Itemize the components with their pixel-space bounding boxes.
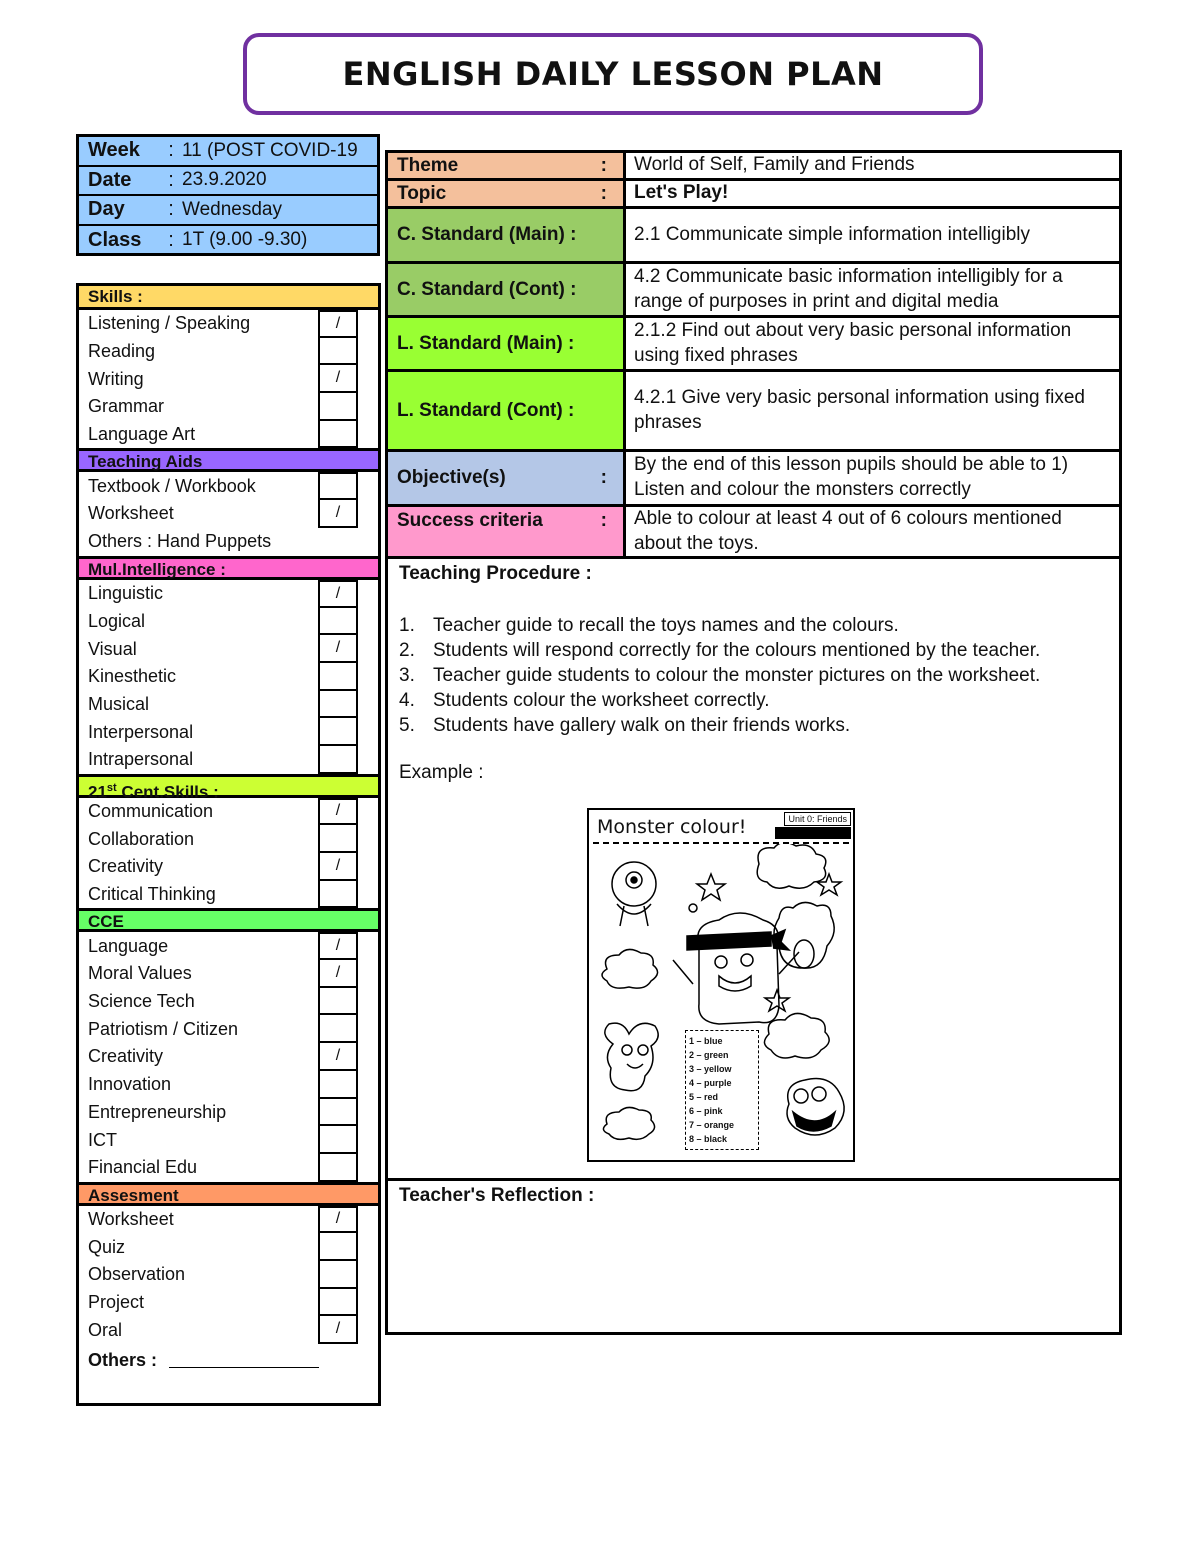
- checklist-item-label: Musical: [88, 693, 150, 714]
- checklist-item: [79, 472, 378, 500]
- procedure-step: 4. Students colour the worksheet correctly.: [399, 690, 770, 711]
- checkbox[interactable]: /: [318, 853, 358, 881]
- checkbox[interactable]: [318, 1154, 358, 1182]
- checklist-item-label: Grammar: [88, 396, 164, 417]
- checklist-item: [79, 932, 378, 960]
- checklist-item: [79, 608, 378, 636]
- checklist-item-label: ICT: [88, 1129, 117, 1150]
- checkbox[interactable]: [318, 1099, 358, 1127]
- checklist-item: [79, 718, 378, 746]
- colour-key: 1 – blue 2 – green 3 – yellow 4 – purple 5 – red 6 – pink 7 – orange 8 – black: [685, 1030, 759, 1150]
- checkbox[interactable]: [318, 1233, 358, 1261]
- checkbox[interactable]: [318, 421, 358, 449]
- star-icon: [817, 874, 841, 895]
- checklist-item-label: Writing: [88, 368, 144, 389]
- cs-cont-label: C. Standard (Cont) :: [388, 264, 626, 315]
- ls-main-row: [388, 318, 1119, 372]
- cs-main-row: [388, 209, 1119, 264]
- checklist-item: [79, 1233, 378, 1261]
- checklist-item: [79, 853, 378, 881]
- success-label: Success criteria: [397, 510, 543, 531]
- lesson-info-box: [76, 134, 380, 256]
- success-row: Success criteria : Able to colour at least 4 out of 6 colours mentioned about the toys.: [388, 507, 1119, 559]
- checkbox[interactable]: [318, 691, 358, 719]
- checklist-item-label: Worksheet: [88, 1208, 174, 1229]
- example-label: Example :: [399, 762, 484, 783]
- checklist-item-label: Intrapersonal: [88, 749, 194, 770]
- checklist-item-label: Observation: [88, 1264, 186, 1285]
- procedure-steps: [399, 613, 1108, 738]
- teaching-aids-heading: Teaching Aids: [79, 448, 378, 472]
- checklist-item: [79, 1071, 378, 1099]
- checklist-item: [79, 881, 378, 909]
- checklist-item: [79, 988, 378, 1016]
- checklist-item: [79, 1099, 378, 1127]
- assessment-list: [79, 1206, 378, 1344]
- date-value: 23.9.2020: [182, 169, 267, 191]
- title-banner: [243, 33, 983, 115]
- checkbox[interactable]: [318, 718, 358, 746]
- checklist-item: [79, 338, 378, 366]
- monster-icon: [605, 1023, 658, 1091]
- checklist-item: [79, 500, 378, 528]
- success-value: Able to colour at least 4 out of 6 colours mentioned about the toys.: [634, 507, 1062, 554]
- checkbox[interactable]: /: [318, 932, 358, 960]
- checklist-item: [79, 635, 378, 663]
- reflection-heading: Teacher's Reflection :: [399, 1185, 595, 1206]
- checkbox[interactable]: [318, 1015, 358, 1043]
- checklist-item: [79, 365, 378, 393]
- checkbox[interactable]: /: [318, 1316, 358, 1344]
- checklist-item: [79, 825, 378, 853]
- assessment-others-label: Others :: [88, 1349, 158, 1370]
- checkbox[interactable]: [318, 663, 358, 691]
- checklist-panel: [76, 283, 381, 1406]
- checkbox[interactable]: /: [318, 1206, 358, 1234]
- checkbox[interactable]: [318, 608, 358, 636]
- checkbox[interactable]: /: [318, 310, 358, 338]
- skills-list: [79, 310, 378, 448]
- procedure-step: 2. Students will respond correctly for the colours mentioned by the teacher.: [399, 640, 1041, 661]
- checkbox[interactable]: [318, 472, 358, 500]
- assessment-heading: Assesment: [79, 1182, 378, 1206]
- week-label: Week: [88, 139, 140, 162]
- checkbox[interactable]: [318, 1126, 358, 1154]
- class-value: 1T (9.00 -9.30): [182, 229, 308, 251]
- checklist-item-label: Listening / Speaking: [88, 313, 251, 334]
- date-row: Date : 23.9.2020: [79, 167, 377, 197]
- checklist-item: [79, 691, 378, 719]
- checklist-item-label: Language Art: [88, 424, 196, 445]
- lesson-plan-table: [385, 150, 1122, 1335]
- ls-main-value: 2.1.2 Find out about very basic personal information using fixed phrases: [634, 319, 1072, 366]
- checklist-item: [79, 960, 378, 988]
- checkbox[interactable]: [318, 746, 358, 774]
- checklist-item-label: Communication: [88, 800, 214, 821]
- topic-row: Topic : Let's Play!: [388, 181, 1119, 209]
- checklist-item: [79, 1289, 378, 1317]
- checklist-item-label: Quiz: [88, 1236, 126, 1257]
- multiple-intelligence-list: [79, 580, 378, 774]
- checklist-item-label: Financial Edu: [88, 1157, 198, 1178]
- procedure-step: 1. Teacher guide to recall the toys names and the colours.: [399, 615, 899, 636]
- multiple-intelligence-heading: Mul.Intelligence :: [79, 556, 378, 580]
- checkbox[interactable]: [318, 881, 358, 909]
- topic-label: Topic: [397, 182, 447, 204]
- checklist-item-label: Moral Values: [88, 963, 192, 984]
- date-label: Date: [88, 168, 132, 191]
- checklist-item: [79, 310, 378, 338]
- checkbox[interactable]: [318, 988, 358, 1016]
- cs-main-value: 2.1 Communicate simple information intelligibly: [634, 223, 1031, 245]
- class-label: Class: [88, 228, 142, 251]
- checklist-item-label: Linguistic: [88, 583, 164, 604]
- checkbox[interactable]: [318, 825, 358, 853]
- topic-value: Let's Play!: [634, 182, 729, 204]
- cloud-icon: [602, 949, 658, 988]
- ls-cont-label: L. Standard (Cont) :: [388, 372, 626, 449]
- checklist-item-label: Creativity: [88, 856, 164, 877]
- monster-icon: [612, 862, 656, 906]
- assessment-others-field[interactable]: [169, 1352, 319, 1368]
- page-title: ENGLISH DAILY LESSON PLAN: [342, 55, 884, 93]
- day-value: Wednesday: [182, 198, 282, 220]
- objective-row: Objective(s) : By the end of this lesson pupils should be able to 1) Listen and colour the monsters correctly: [388, 452, 1119, 507]
- checklist-item-label: Oral: [88, 1319, 123, 1340]
- checklist-item-label: Interpersonal: [88, 721, 194, 742]
- checklist-item: [79, 393, 378, 421]
- cce-list: [79, 932, 378, 1181]
- checklist-item-label: Critical Thinking: [88, 884, 216, 905]
- checkbox[interactable]: [318, 1071, 358, 1099]
- checklist-item-label: Creativity: [88, 1046, 164, 1067]
- checklist-item-label: Textbook / Workbook: [88, 475, 256, 496]
- checklist-item-label: Patriotism / Citizen: [88, 1018, 239, 1039]
- checklist-item: [79, 1126, 378, 1154]
- ls-cont-row: [388, 372, 1119, 452]
- checklist-item: [79, 663, 378, 691]
- cs-main-label: C. Standard (Main) :: [388, 209, 626, 261]
- checkbox[interactable]: /: [318, 960, 358, 988]
- cs-cont-value: 4.2 Communicate basic information intelligibly for a range of purposes in print and digital media: [634, 265, 1063, 312]
- checklist-item: [79, 1261, 378, 1289]
- procedure-heading: Teaching Procedure :: [399, 563, 592, 584]
- cs-cont-row: [388, 264, 1119, 318]
- checkbox[interactable]: /: [318, 580, 358, 608]
- worksheet-image: [587, 808, 855, 1162]
- ls-main-label: L. Standard (Main) :: [388, 318, 626, 369]
- worksheet-unit: Unit 0: Friends: [784, 812, 851, 826]
- checklist-item: [79, 1043, 378, 1071]
- checkbox[interactable]: /: [318, 798, 358, 826]
- checkbox[interactable]: /: [318, 635, 358, 663]
- checklist-item: [79, 746, 378, 774]
- cloud-icon: [603, 1107, 654, 1139]
- century-skills-heading: 21st Cent.Skills :: [79, 774, 378, 798]
- theme-row: Theme : World of Self, Family and Friends: [388, 153, 1119, 181]
- star-icon: [765, 990, 789, 1011]
- monster-icon: [698, 913, 779, 1024]
- checklist-item: [79, 580, 378, 608]
- week-value: 11 (POST COVID-19: [182, 139, 358, 161]
- checkbox[interactable]: /: [318, 365, 358, 393]
- cloud-icon: [764, 1013, 829, 1058]
- checkbox[interactable]: [318, 1261, 358, 1289]
- skills-heading: Skills :: [79, 286, 378, 310]
- checkbox[interactable]: [318, 393, 358, 421]
- checklist-item-label: Collaboration: [88, 828, 195, 849]
- checklist-item-label: Project: [88, 1291, 145, 1312]
- checklist-item-label: Kinesthetic: [88, 666, 177, 687]
- week-row: Week : 11 (POST COVID-19: [79, 137, 377, 167]
- teaching-aids-list: [79, 472, 378, 527]
- procedure-step: 5. Students have gallery walk on their friends works.: [399, 715, 851, 736]
- ls-cont-value: 4.2.1 Give very basic personal information using fixed phrases: [634, 386, 1085, 433]
- teaching-aids-others: Others : Hand Puppets: [88, 531, 272, 552]
- century-skills-list: [79, 798, 378, 909]
- worksheet-title: Monster colour!: [597, 816, 747, 838]
- checkbox[interactable]: /: [318, 500, 358, 528]
- checklist-item-label: Entrepreneurship: [88, 1101, 227, 1122]
- checkbox[interactable]: [318, 1289, 358, 1317]
- objective-label: Objective(s): [397, 467, 506, 488]
- cce-heading: CCE: [79, 908, 378, 932]
- assessment-others: [79, 1344, 378, 1376]
- teachers-reflection: [388, 1181, 1119, 1211]
- theme-label: Theme: [397, 154, 459, 176]
- checklist-item-label: Reading: [88, 341, 156, 362]
- checklist-item-label: Worksheet: [88, 503, 174, 524]
- checklist-item: [79, 1015, 378, 1043]
- checklist-item-label: Science Tech: [88, 991, 195, 1012]
- checklist-item-label: Language: [88, 935, 169, 956]
- checklist-item-label: Innovation: [88, 1074, 172, 1095]
- checklist-item: [79, 1316, 378, 1344]
- star-icon: [697, 874, 725, 900]
- checklist-item-label: Logical: [88, 610, 146, 631]
- procedure-step: 3. Teacher guide students to colour the monster pictures on the worksheet.: [399, 665, 1041, 686]
- checklist-item: [79, 421, 378, 449]
- checkbox[interactable]: [318, 338, 358, 366]
- day-row: Day : Wednesday: [79, 196, 377, 226]
- theme-value: World of Self, Family and Friends: [634, 154, 915, 176]
- checkbox[interactable]: /: [318, 1043, 358, 1071]
- checklist-item-label: Visual: [88, 638, 137, 659]
- class-row: Class : 1T (9.00 -9.30): [79, 226, 377, 256]
- checklist-item: [79, 1154, 378, 1182]
- checklist-item: [79, 798, 378, 826]
- day-label: Day: [88, 198, 125, 221]
- teaching-procedure: [388, 559, 1119, 1181]
- checklist-item: [79, 1206, 378, 1234]
- objective-value: By the end of this lesson pupils should be able to 1) Listen and colour the monsters correctly: [634, 454, 1069, 500]
